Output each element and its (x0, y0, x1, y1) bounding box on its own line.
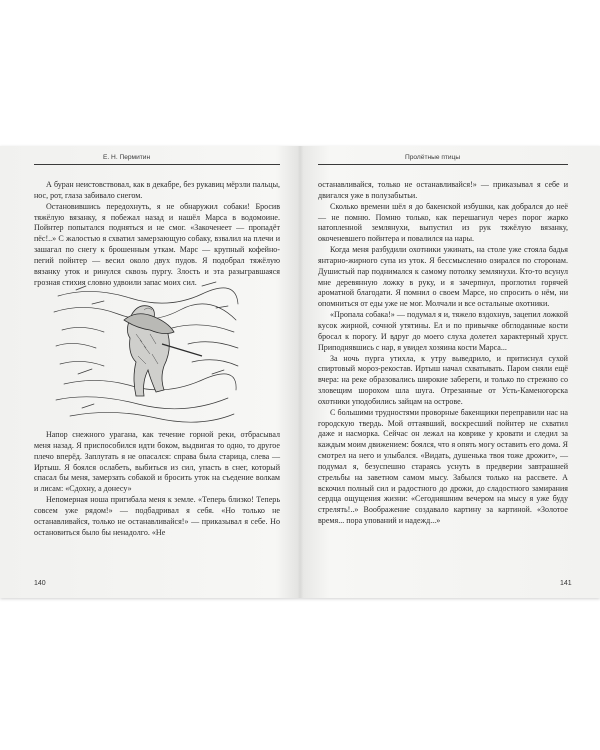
paragraph: За ночь пурга утихла, к утру выведрило, и притиснул сухой спиртовый мороз-рекостав. Иртыш начал схватывать. Паром сняли ещё вчера: на реке образовались широкие забереги, и только по стрежню со зловещим шорохом шла шуга. Отрезанные от Усть-Каменогорска охотники уподобились зайцам на острове. (318, 353, 568, 406)
right-text (318, 180, 568, 574)
left-text-bottom (34, 430, 280, 582)
paragraph: «Пропала собака!» — подумал я и, тяжело вздохнув, зацепил ложкой кусок жирной, сочной утятины. Ел и по привычке обглоданные кости бросал к порогу. И вдруг до моего слуха долетел характерный хруст. Приподнявшись с нар, я увидел хозяина кости Марса... (318, 310, 568, 352)
paragraph: А буран неистовствовал, как в декабре, без рукавиц мёрзли пальцы, нос, рот, глаза забивало снегом. (34, 180, 280, 200)
left-text-top (34, 180, 280, 287)
paragraph: Напор снежного урагана, как течение горной реки, отбрасывал меня назад. Я приспособился идти боком, выдвигая то одно, то другое плечо вперёд. Заплутать я не опасался: справа была старица, слева — Иртыш. Я боялся ослабеть, выбиться из сил, упасть в снег, который спасал бы меня, замерзать собакой и бросить уток на съедение волкам и лисам: «Сдохну, а донесу» (34, 430, 280, 494)
paragraph: Остановившись передохнуть, я не обнаружил собаки! Бросив тяжёлую вязанку, я побежал назад и нашёл Марса в водомоине. Пойнтер попытался подняться и не смог. «Закоченеет — пропадёт пёс!..» С жалостью я схватил замерзающую собаку, взвалил на плечи и зашагал по снегу к брошенным уткам. Марс — крупный кофейно-пегий пойнтер — весил около двух пудов. Я подобрал тяжёлую вязанку уток и ринулся сквозь пургу. Злость и эта разыгравшаяся грозная стихия словно удвоили запас моих сил. (34, 201, 280, 287)
book-spread (0, 146, 600, 598)
paragraph: Когда меня разбудили охотники ужинать, на столе уже стояла бадья янтарно-жирного супа из уток. Я бессмысленно озирался по сторонам. Душистый пар поднимался к самому потолку землянухи. Кто-то всунул мне деревянную ложку в руку, и я зачерпнул, проглотил горячей ароматной благодати. Я помнил о своем Марсе, но спросить о нём, ни опомниться от еды уже не мог. Молчали и все остальные охотники. (318, 245, 568, 309)
paragraph: С большими трудностями проворные бакенщики переправили нас на городскую твердь. Мой оттаявший, воскресший пойнтер не схватил даже и насморка. Сейчас он лежал на коврике у кровати и следил за каждым моим движением: боялся, что я опять могу оставить его дома. Я смотрел на него и улыбался. «Видать, душенька твоя тоже дрожит», — подумал я, безуспешно стараясь уснуть в предверии завтрашней стрельбы на заветном самом мысу. Забылся только на рассвете. А вскочил полный сил и радостного до дрожи, до сладостного замирания сердца ощущения жизни: «Сегодняшним вечером на мысу я уже буду стрелять!..» Воображение создавало картину за картиной. «Золотое время... пора упований и надежд...» (318, 407, 568, 526)
right-page (300, 146, 600, 598)
page-number-left: 140 (34, 580, 46, 587)
page-number-right: 141 (560, 580, 572, 587)
running-head-left: Е. Н. Пермитин (103, 154, 151, 161)
paragraph: Непомерная ноша пригибала меня к земле. «Теперь близко! Теперь совсем уже рядом!» — подбадривал я себя. «Но только не останавливайся, только не останавливайся!» — приказывал я себе. Но остановиться было бы ненадолго. «Не (34, 495, 280, 537)
header-rule-right (318, 164, 568, 165)
paragraph: останавливайся, только не останавливайся!» — приказывал я себе и двигался уже в полузабытьи. (318, 180, 568, 200)
left-page (0, 146, 300, 598)
header-rule-left (34, 164, 280, 165)
running-head-right: Пролётные птицы (405, 154, 461, 161)
illustration-hunter-in-blizzard (52, 274, 242, 426)
paragraph: Сколько времени шёл я до бакенской избушки, как добрался до неё — не помню. Помню только, как перешагнул через порог жарко натопленной землянухи, выпустил из рук тяжёлую вязанку, окоченевшего пойнтера и повалился на нары. (318, 201, 568, 244)
